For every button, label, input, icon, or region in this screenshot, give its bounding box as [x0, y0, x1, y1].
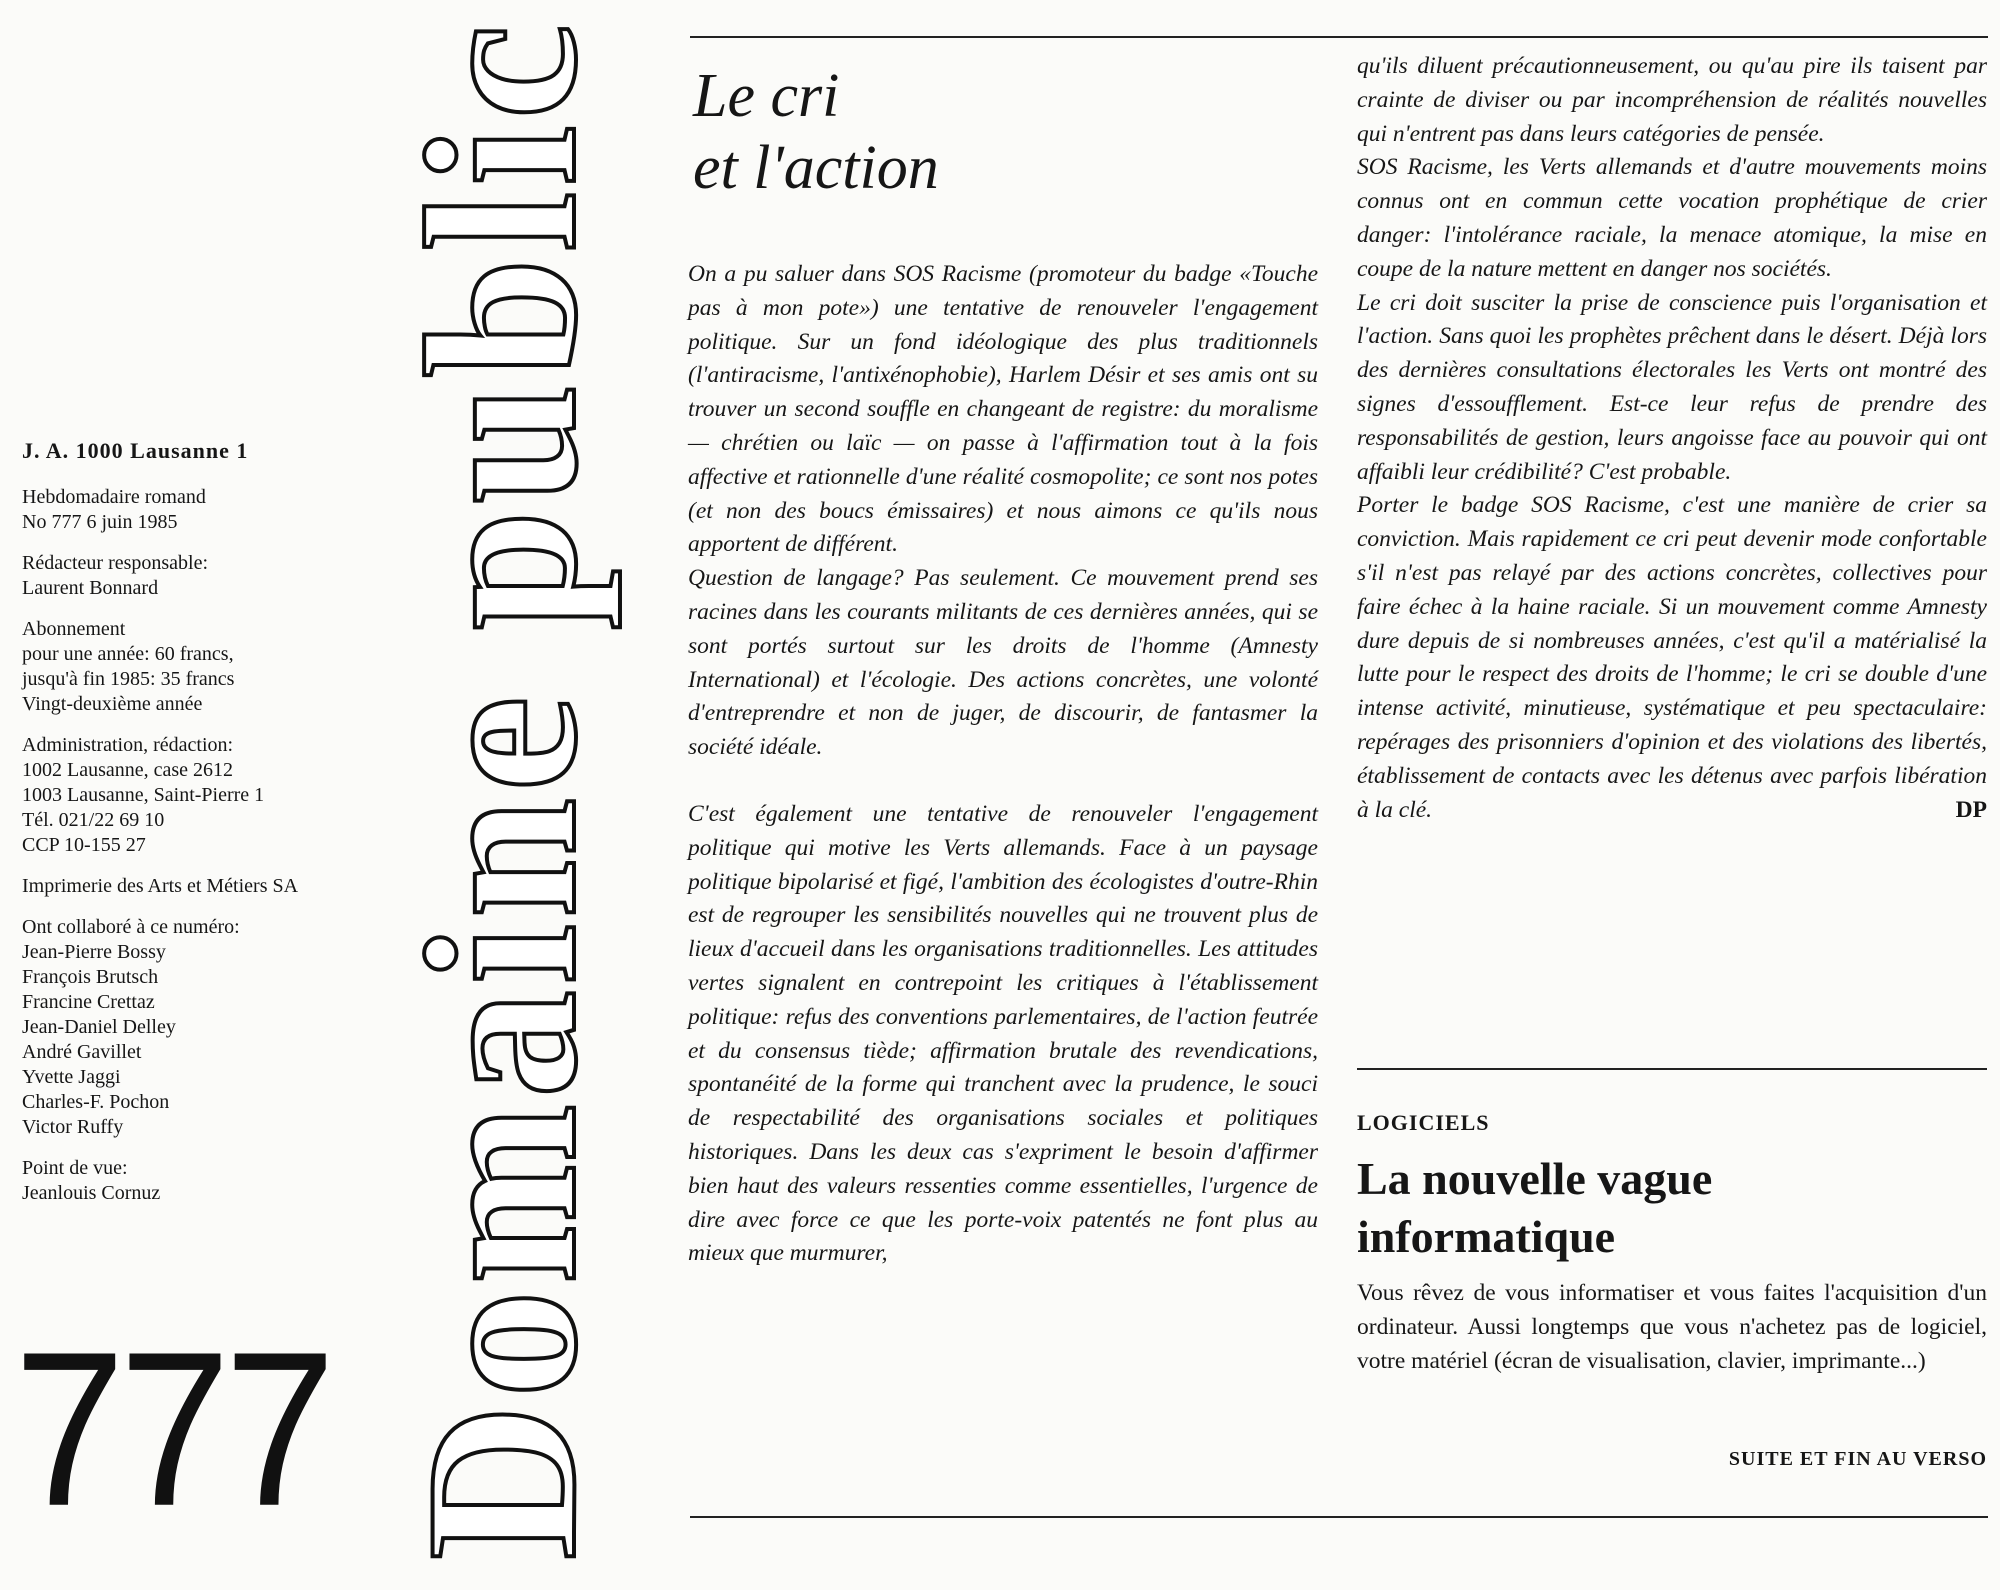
info-block-viewpoint [22, 1156, 382, 1206]
info-line: CCP 10-155 27 [22, 834, 146, 856]
info-line: Imprimerie des Arts et Métiers SA [22, 875, 299, 897]
info-line: 1003 Lausanne, Saint-Pierre 1 [22, 784, 265, 806]
contributor-name: François Brutsch [22, 966, 159, 988]
info-block-contributors [22, 915, 382, 1140]
info-block-subscription [22, 617, 382, 717]
info-line: Laurent Bonnard [22, 577, 159, 599]
paragraph: SOS Racisme, les Verts allemands et d'autre mouvements moins connus ont en commun cette vocation prophétique de crier danger: l'intolérance raciale, la menace atomique, la mise en coupe de la nature mettent en danger nos sociétés. [1357, 154, 1987, 282]
section-divider [1357, 1068, 1987, 1070]
info-line: No 777 6 juin 1985 [22, 511, 178, 533]
article-column-2 [1357, 50, 1987, 827]
article-headline [693, 60, 939, 204]
continued-note: SUITE ET FIN AU VERSO [1728, 1448, 1987, 1470]
paragraph: Question de langage? Pas seulement. Ce mouvement prend ses racines dans les courants militants de ces dernières années, qui se sont portés surtout sur les droits de l'homme (Amnesty International) et l'écologie. Des actions concrètes, une volonté d'entreprendre et non de juger, de discourir, de fantasmer la société idéale. [688, 565, 1318, 761]
masthead-title: Domaine public [382, 17, 621, 1560]
info-block-printer [22, 874, 382, 899]
paragraph [1357, 489, 1987, 827]
second-article-headline [1357, 1150, 1712, 1266]
contributor-name: Charles-F. Pochon [22, 1091, 170, 1113]
info-line: Rédacteur responsable: [22, 552, 209, 574]
headline-line: et l'action [693, 134, 939, 202]
contributor-name: Yvette Jaggi [22, 1066, 121, 1088]
article-column-1 [688, 258, 1318, 1271]
headline-line: informatique [1357, 1211, 1616, 1262]
info-line: jusqu'à fin 1985: 35 francs [22, 668, 235, 690]
contributor-name: Victor Ruffy [22, 1116, 124, 1138]
info-line: Ont collaboré à ce numéro: [22, 916, 240, 938]
info-line: Tél. 021/22 69 10 [22, 809, 165, 831]
info-block-frequency [22, 485, 382, 535]
paragraph: On a pu saluer dans SOS Racisme (promoteur du badge «Touche pas à mon pote») une tentative de renouveler l'engagement politique. Sur un fond idéologique des plus traditionnels (l'antiracisme, l'antixénophobie), Harlem Désir et ses amis ont su trouver un second souffle en changeant de registre: du moralisme — chrétien ou laïc — on passe à l'affirmation tout à la fois affective et rationnelle d'une réalité cosmopolite; ce sont nos potes (et non des boucs émissaires) et nous aimons ce qu'ils nous apportent de différent. [688, 261, 1318, 558]
contributor-name: André Gavillet [22, 1041, 142, 1063]
author-signature: DP [1955, 796, 1987, 823]
info-line: Hebdomadaire romand [22, 486, 206, 508]
contributor-name: Francine Crettaz [22, 991, 155, 1013]
info-line: Administration, rédaction: [22, 734, 234, 756]
paragraph: qu'ils diluent précautionneusement, ou qu'au pire ils taisent par crainte de diviser ou par incompréhension de réalités nouvelles qui n'entrent pas dans leurs catégories de pensée. [1357, 53, 1987, 147]
paragraph: Le cri doit susciter la prise de conscience puis l'organisation et l'action. Sans quoi les prophètes prêchent dans le désert. Déjà lors des dernières consultations électorales les Verts ont montré des signes d'essoufflement. Est-ce leur refus de prendre des responsabilités de gestion, leurs angoisse face au pouvoir qui ont affaibli leur crédibilité? C'est probable. [1357, 289, 1987, 485]
info-line: Jeanlouis Cornuz [22, 1182, 161, 1204]
top-rule [690, 36, 1988, 38]
info-line: Vingt-deuxième année [22, 693, 203, 715]
publication-info [22, 438, 382, 1222]
paragraph-text: Porter le badge SOS Racisme, c'est une manière de crier sa conviction. Mais rapidement ce cri peut devenir mode confortable s'il n'est pas relayé par des actions concrètes, collectives pour faire échec à la haine raciale. Si un mouvement comme Amnesty dure depuis de si nombreuses années, c'est qu'il a matérialisé la lutte pour le respect des droits de l'homme; le cri se double d'une intense activité, minutieuse, systématique et peu spectaculaire: repérages des prisonniers d'opinion et des violations des libertés, établissement de contacts avec les détenus avec parfois libération à la clé. [1357, 492, 1987, 823]
second-article-body: Vous rêvez de vous informatiser et vous faites l'acquisition d'un ordinateur. Aussi longtemps que vous n'achetez pas de logiciel, votre matériel (écran de visualisation, clavier, imprimante...) [1357, 1280, 1987, 1374]
paragraph: C'est également une tentative de renouveler l'engagement politique qui motive les Verts allemands. Face à un paysage politique bipolarisé et figé, l'ambition des écologistes d'outre-Rhin est de regrouper les sensibilités nouvelles qui ne trouvent plus de lieux d'accueil dans les organisations traditionnelles. Les attitudes vertes signalent en contrepoint les critiques à l'établissement politique: refus des conventions parlementaires, de l'action feutrée et du consensus tiède; affirmation brutale des revendications, spontanéité de la forme qui tranchent avec la prudence, le souci de respectabilité des organisations sociales et politiques historiques. Dans les deux cas s'expriment le besoin d'affirmer bien haut des valeurs ressenties comme essentielles, l'urgence de dire avec force ce que les porte-voix patentés ne font plus au mieux que murmurer, [688, 800, 1318, 1267]
headline-line: La nouvelle vague [1357, 1153, 1713, 1204]
info-line: pour une année: 60 francs, [22, 643, 234, 665]
info-line: Point de vue: [22, 1157, 128, 1179]
info-line: Abonnement [22, 618, 126, 640]
contributor-name: Jean-Daniel Delley [22, 1016, 176, 1038]
info-block-administration [22, 733, 382, 858]
issue-number: 777 [14, 1306, 330, 1553]
postal-mark: J. A. 1000 Lausanne 1 [22, 438, 249, 463]
headline-line: Le cri [693, 62, 840, 130]
contributor-name: Jean-Pierre Bossy [22, 941, 166, 963]
bottom-rule [690, 1516, 1988, 1518]
section-kicker: LOGICIELS [1357, 1110, 1490, 1135]
info-line: 1002 Lausanne, case 2612 [22, 759, 234, 781]
info-block-editor [22, 551, 382, 601]
